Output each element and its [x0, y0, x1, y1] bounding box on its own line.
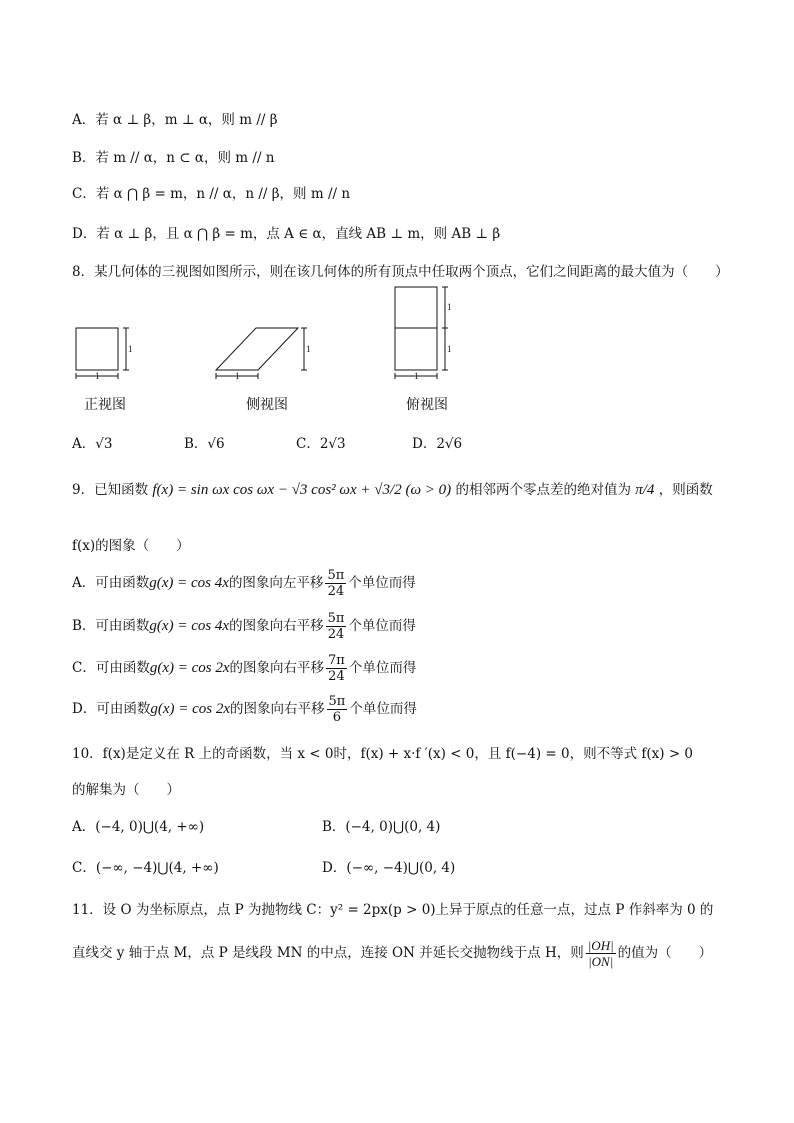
dim-label: 1	[235, 371, 240, 381]
fraction-numerator: 7π	[328, 653, 345, 668]
dim-label: 1	[95, 371, 100, 381]
fraction-denominator: |ON|	[588, 954, 614, 969]
q7-option-b: B．若 m // α，n ⊂ α，则 m // n	[72, 150, 275, 166]
q9-formula: f(x) = sin ωx cos ωx − √3 cos² ωx + √3/2 (ω > 0)	[152, 482, 452, 498]
fraction-numerator: 5π	[327, 611, 345, 626]
option-function: g(x) = cos 4x	[149, 575, 229, 591]
q8-stem: 8．某几何体的三视图如图所示，则在该几何体的所有顶点中任取两个顶点，它们之间距离的最大值为（ ）	[72, 264, 729, 280]
option-fraction	[325, 568, 346, 599]
q11-line2-post: 的值为（ ）	[617, 945, 713, 961]
q11-line2-pre: 直线交 y 轴于点 M，点 P 是线段 MN 的中点，连接 ON 并延长交抛物线于点 H，则	[72, 945, 584, 961]
q8-option-c: C．2√3	[296, 436, 346, 452]
fraction-denominator: 24	[327, 627, 345, 642]
option-prefix: C．可由函数	[72, 660, 150, 676]
q9-line2: f(x)的图象（ ）	[72, 538, 190, 554]
option-suffix: 个单位而得	[349, 701, 417, 717]
q9-stem-pre: 9．已知函数	[72, 482, 149, 498]
q10-line1: 10．f(x)是定义在 R 上的奇函数，当 x < 0时，f(x) + x·f ′(x) < 0，且 f(−4) = 0，则不等式 f(x) > 0	[72, 746, 694, 762]
fraction-numerator: |OH|	[587, 938, 614, 953]
option-suffix: 个单位而得	[348, 618, 416, 634]
q11-line2	[72, 938, 712, 969]
q8-option-d: D．2√6	[412, 436, 463, 452]
q10-line2: 的解集为（ ）	[72, 782, 180, 798]
q9-option-a	[72, 568, 416, 599]
q9-option-d	[72, 694, 417, 725]
q10-option-c: C．(−∞, −4)⋃(4, +∞)	[72, 860, 219, 876]
side-view-parallelogram	[216, 328, 298, 370]
option-function: g(x) = cos 4x	[149, 618, 230, 634]
top-view-square-lower	[395, 328, 437, 370]
q11-fraction	[586, 938, 616, 969]
option-fraction	[326, 611, 347, 642]
q9-stem-post: ，则函数	[658, 482, 713, 498]
q8-option-a: A．√3	[72, 436, 113, 452]
q10-option-a: A．(−4, 0)⋃(4, +∞)	[72, 819, 205, 835]
option-suffix: 个单位而得	[348, 575, 416, 591]
fraction-denominator: 24	[328, 669, 345, 684]
dim-label: 1	[447, 344, 452, 354]
q9-stem-mid: 的相邻两个零点差的绝对值为	[455, 482, 631, 498]
dim-label: 1	[447, 302, 452, 312]
option-suffix: 个单位而得	[348, 660, 417, 676]
q9-option-b	[72, 611, 416, 642]
dim-label: 1	[306, 344, 311, 354]
option-function: g(x) = cos 2x	[150, 701, 231, 717]
option-fraction	[327, 694, 348, 725]
q8-option-b: B．√6	[184, 436, 225, 452]
q7-option-c: C．若 α ⋂ β = m，n // α，n // β，则 m // n	[72, 186, 351, 202]
q7-option-d: D．若 α ⊥ β，且 α ⋂ β = m，点 A ∈ α，直线 AB ⊥ m，则 AB ⊥ β	[72, 226, 501, 242]
q10-option-b: B．(−4, 0)⋃(0, 4)	[322, 819, 441, 835]
option-prefix: B．可由函数	[72, 618, 150, 634]
q9-stem	[72, 478, 713, 499]
q11-line1: 11．设 O 为坐标原点，点 P 为抛物线 C：y² = 2px(p > 0)上异于原点的任意一点，过点 P 作斜率为 0 的	[72, 902, 714, 918]
fraction-numerator: 5π	[328, 694, 346, 709]
front-view-square	[76, 328, 118, 370]
fraction-denominator: 24	[327, 584, 345, 599]
q7-option-a: A．若 α ⊥ β，m ⊥ α，则 m // β	[72, 112, 278, 128]
three-view-figure	[0, 0, 794, 420]
option-fraction	[326, 653, 347, 684]
dim-label: 1	[128, 344, 133, 354]
option-function: g(x) = cos 2x	[149, 660, 230, 676]
top-view-square-upper	[395, 287, 437, 328]
q9-frac: π/4	[635, 482, 655, 498]
fraction-numerator: 5π	[327, 568, 345, 583]
q9-option-c	[72, 653, 416, 684]
option-middle: 的图象向右平移	[229, 660, 325, 676]
option-prefix: D．可由函数	[72, 701, 151, 717]
option-middle: 的图象向右平移	[229, 618, 324, 634]
caption-top-view: 俯视图	[406, 397, 448, 413]
fraction-denominator: 6	[332, 710, 342, 725]
caption-front-view: 正视图	[84, 397, 126, 413]
dim-label: 1	[414, 371, 419, 381]
caption-side-view: 侧视图	[246, 397, 288, 413]
option-middle: 的图象向右平移	[230, 701, 325, 717]
q10-option-d: D．(−∞, −4)⋃(0, 4)	[322, 860, 456, 876]
option-middle: 的图象向左平移	[228, 575, 324, 591]
option-prefix: A．可由函数	[72, 575, 150, 591]
